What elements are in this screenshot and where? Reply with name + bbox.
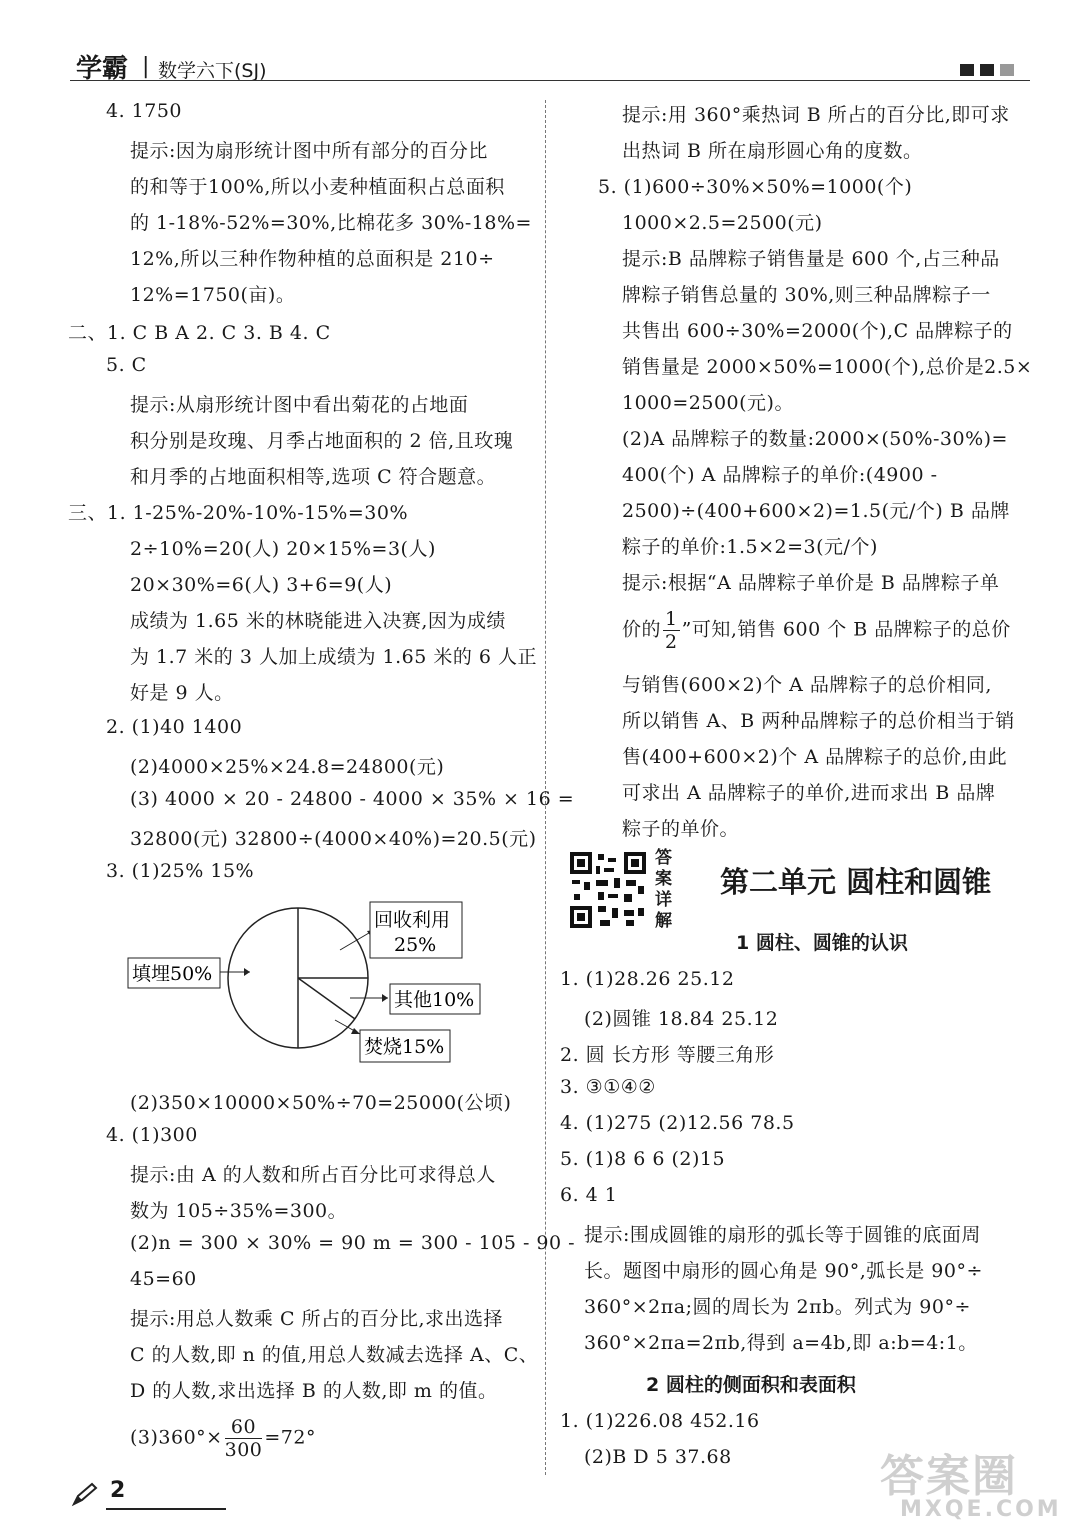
brand-logo: 学霸 — [76, 54, 129, 84]
answer-line: (2)4000×25%×24.8=24800(元) — [130, 756, 445, 778]
pie-leader — [351, 1028, 360, 1034]
hint-line: 1000=2500(元)。 — [622, 392, 794, 414]
answer-line: 2÷10%=20(人) 20×15%=3(人) — [130, 538, 436, 560]
answer-line: (2)n = 300 × 30% = 90 m = 300 - 105 - 90 - — [130, 1232, 576, 1254]
answer-line: 45=60 — [130, 1268, 197, 1290]
hint-line: 与销售(600×2)个 A 品牌粽子的总价相同, — [622, 674, 992, 696]
hint-line: 提示:用 360°乘热词 B 所占的百分比,即可求 — [622, 104, 1010, 126]
answer-line: (3) 4000 × 20 - 24800 - 4000 × 35% × 16 = — [130, 788, 575, 810]
answer-line: 3. (1)25% 15% — [106, 860, 255, 882]
pie-label-other: 其他10% — [394, 989, 475, 1011]
answer-line: 5. C — [106, 354, 147, 376]
page-number-text: 2 — [110, 1478, 126, 1503]
section-heading: 1 圆柱、圆锥的认识 — [736, 932, 908, 954]
answer-line: 三、1. 1-25%-20%-10%-15%=30% — [68, 502, 409, 524]
pie-label-landfill: 填埋50% — [132, 963, 213, 985]
hint-line: 积分别是玫瑰、月季占地面积的 2 倍,且玫瑰 — [130, 430, 514, 452]
answer-line: 6. 4 1 — [560, 1184, 618, 1206]
hint-line: 提示:围成圆锥的扇形的弧长等于圆锥的底面周 — [584, 1224, 981, 1246]
answer-line: 3. ③①④② — [560, 1076, 656, 1098]
answer-line: (2)圆锥 18.84 25.12 — [584, 1008, 779, 1030]
hint-line: 的 1-18%-52%=30%,比棉花多 30%-18%= — [130, 212, 532, 234]
answer-line: 2500)÷(400+600×2)=1.5(元/个) B 品牌 — [622, 500, 1010, 522]
hint-line: 提示:从扇形统计图中看出菊花的占地面 — [130, 394, 469, 416]
section-heading: 2 圆柱的侧面积和表面积 — [646, 1374, 856, 1396]
answer-line-fraction: (3)360°× $\frac{60}{300}$ =72° — [130, 1416, 316, 1461]
answer-line: (2)B D 5 37.68 — [584, 1446, 732, 1468]
hint-line: 提示:因为扇形统计图中所有部分的百分比 — [130, 140, 488, 162]
watermark-logo: 答案圈 — [880, 1451, 1018, 1502]
header-square-icon — [1000, 64, 1014, 76]
pie-leader — [244, 968, 250, 976]
pie-label-recycle: 回收利用 — [374, 909, 451, 931]
header-separator: | — [142, 54, 150, 79]
hint-line: 12%,所以三种作物种植的总面积是 210÷ — [130, 248, 495, 270]
pie-leader — [382, 994, 388, 1002]
hint-line: 共售出 600÷30%=2000(个),C 品牌粽子的 — [622, 320, 1013, 342]
hint-line: 的和等于100%,所以小麦种植面积占总面积 — [130, 176, 505, 198]
hint-line: D 的人数,求出选择 B 的人数,即 m 的值。 — [130, 1380, 498, 1402]
pie-chart — [120, 900, 475, 1075]
answer-line: (2)350×10000×50%÷70=25000(公顷) — [130, 1092, 512, 1114]
hint-line-fraction: 价的 $\frac{1}{2}$ ”可知,销售 600 个 B 品牌粽子的总价 — [622, 608, 1011, 653]
pencil-icon — [70, 1482, 100, 1508]
answer-line: 2. (1)40 1400 — [106, 716, 243, 738]
hint-line: 数为 105÷35%=300。 — [130, 1200, 348, 1222]
answer-line: 4. 1750 — [106, 100, 183, 122]
hint-line: 360°×2πa=2πb,得到 a=4b,即 a:b=4:1。 — [584, 1332, 978, 1354]
hint-line: 12%=1750(亩)。 — [130, 284, 296, 306]
hint-line: 售(400+600×2)个 A 品牌粽子的总价,由此 — [622, 746, 1008, 768]
hint-line: 360°×2πa;圆的周长为 2πb。列式为 90°÷ — [584, 1296, 971, 1318]
hint-line: 提示:用总人数乘 C 所占的百分比,求出选择 — [130, 1308, 504, 1330]
header-rule — [70, 80, 1030, 81]
header-square-icon — [980, 64, 994, 76]
pie-label-recycle-pct: 25% — [394, 934, 437, 956]
hint-line: 可求出 A 品牌粽子的单价,进而求出 B 品牌 — [622, 782, 996, 804]
answer-line: 二、1. C B A 2. C 3. B 4. C — [68, 322, 331, 344]
hint-line: 出热词 B 所在扇形圆心角的度数。 — [622, 140, 923, 162]
pie-radius — [298, 978, 355, 1019]
hint-line: 销售量是 2000×50%=1000(个),总价是2.5× — [622, 356, 1033, 378]
answer-line: 1000×2.5=2500(元) — [622, 212, 823, 234]
page-header — [70, 44, 1030, 86]
qr-code-icon[interactable] — [568, 850, 648, 930]
answer-line: 5. (1)8 6 6 (2)15 — [560, 1148, 726, 1170]
footer-rule — [106, 1508, 226, 1510]
answer-line: 5. (1)600÷30%×50%=1000(个) — [598, 176, 913, 198]
answer-line: 400(个) A 品牌粽子的单价:(4900 - — [622, 464, 938, 486]
hint-line: C 的人数,即 n 的值,用总人数减去选择 A、C、 — [130, 1344, 539, 1366]
answer-line: 为 1.7 米的 3 人加上成绩为 1.65 米的 6 人正 — [130, 646, 538, 668]
answer-line: 成绩为 1.65 米的林晓能进入决赛,因为成绩 — [130, 610, 506, 632]
answer-line: 粽子的单价:1.5×2=3(元/个) — [622, 536, 878, 558]
answer-line: 1. (1)226.08 452.16 — [560, 1410, 760, 1432]
answer-line: (2)A 品牌粽子的数量:2000×(50%-30%)= — [622, 428, 1008, 450]
header-square-icon — [960, 64, 974, 76]
header-subject: 数学六下(SJ) — [158, 60, 267, 82]
qr-caption: 答案详解 — [655, 848, 672, 931]
hint-line: 牌粽子销售总量的 30%,则三种品牌粽子一 — [622, 284, 991, 306]
hint-line: 和月季的占地面积相等,选项 C 符合题意。 — [130, 466, 497, 488]
answer-line: 4. (1)300 — [106, 1124, 198, 1146]
hint-line: 长。题图中扇形的圆心角是 90°,弧长是 90°÷ — [584, 1260, 983, 1282]
answer-line: 32800(元) 32800÷(4000×40%)=20.5(元) — [130, 828, 537, 850]
hint-line: 粽子的单价。 — [622, 818, 740, 840]
hint-line: 提示:根据“A 品牌粽子单价是 B 品牌粽子单 — [622, 572, 1000, 594]
pie-label-burn: 焚烧15% — [364, 1036, 445, 1058]
hint-line: 所以销售 A、B 两种品牌粽子的总价相当于销 — [622, 710, 1015, 732]
unit-title: 第二单元 圆柱和圆锥 — [720, 865, 992, 899]
answer-line: 好是 9 人。 — [130, 682, 234, 704]
answer-line: 20×30%=6(人) 3+6=9(人) — [130, 574, 393, 596]
watermark-url: MXQE.COM — [900, 1497, 1062, 1522]
answer-line: 2. 圆 长方形 等腰三角形 — [560, 1044, 775, 1066]
hint-line: 提示:B 品牌粽子销售量是 600 个,占三种品 — [622, 248, 1000, 270]
answer-line: 4. (1)275 (2)12.56 78.5 — [560, 1112, 795, 1134]
answer-line: 1. (1)28.26 25.12 — [560, 968, 735, 990]
hint-line: 提示:由 A 的人数和所占百分比可求得总人 — [130, 1164, 496, 1186]
